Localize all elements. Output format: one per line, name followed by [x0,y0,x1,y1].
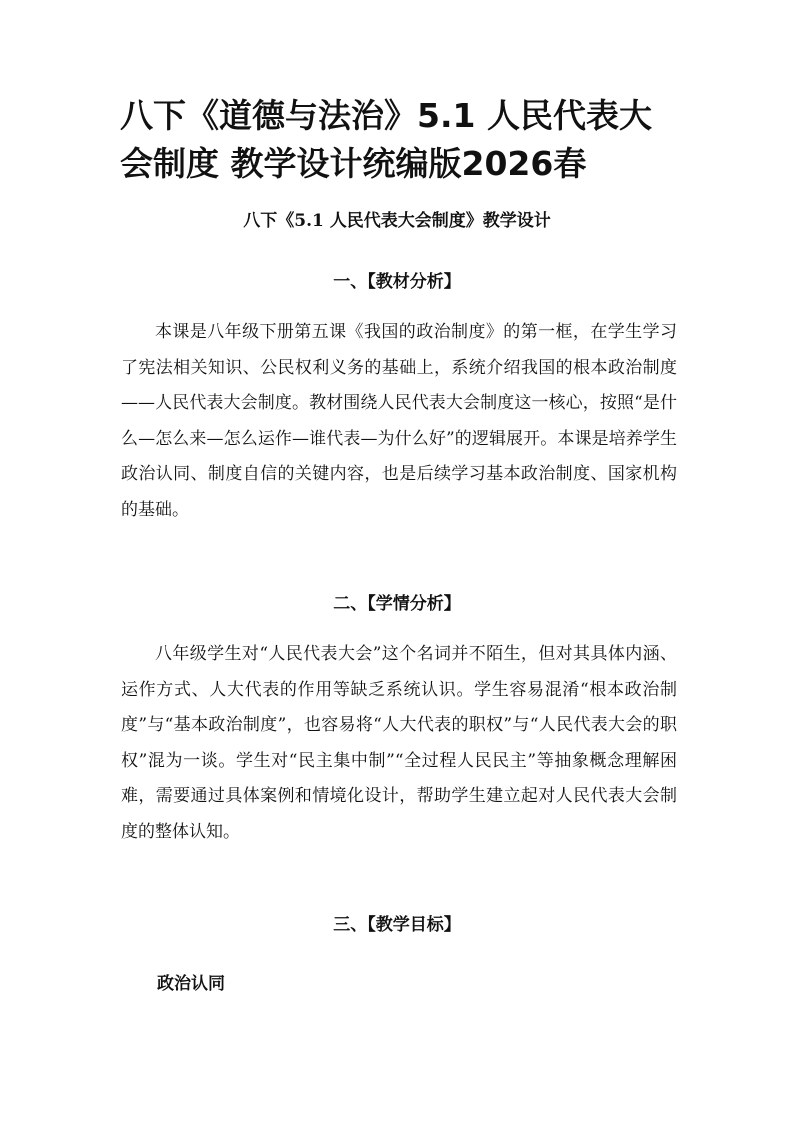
section-paragraph-textbook-analysis: 本课是八年级下册第五课《我国的政治制度》的第一框，在学生学习了宪法相关知识、公民权利义务的基础上，系统介绍我国的根本政治制度——人民代表大会制度。教材围绕人民代表大会制度这一核心，按照“是什么—怎么来—怎么运作—谁代表—为什么好”的逻辑展开。本课是培养学生政治认同、制度自信的关键内容，也是后续学习基本政治制度、国家机构的基础。 [121,322,677,520]
section-paragraph-student-analysis: 八年级学生对“人民代表大会”这个名词并不陌生，但对其具体内涵、运作方式、人大代表的作用等缺乏系统认识。学生容易混淆“根本政治制度”与“基本政治制度”，也容易将“人大代表的职权”与“人民代表大会的职权”混为一谈。学生对“民主集中制”“全过程人民民主”等抽象概念理解困难，需要通过具体案例和情境化设计，帮助学生建立起对人民代表大会制度的整体认知。 [121,644,677,842]
document-subtitle: 八下《5.1 人民代表大会制度》教学设计 [243,211,551,231]
goal-label-political-identity: 政治认同 [157,974,225,994]
document-title: 八下《道德与法治》5.1 人民代表大会制度 教学设计统编版2026春 [120,96,652,183]
section-heading-student-analysis: 二、【学情分析】 [333,594,461,614]
section-heading-teaching-goals: 三、【教学目标】 [333,915,461,935]
section-heading-textbook-analysis: 一、【教材分析】 [333,272,461,292]
